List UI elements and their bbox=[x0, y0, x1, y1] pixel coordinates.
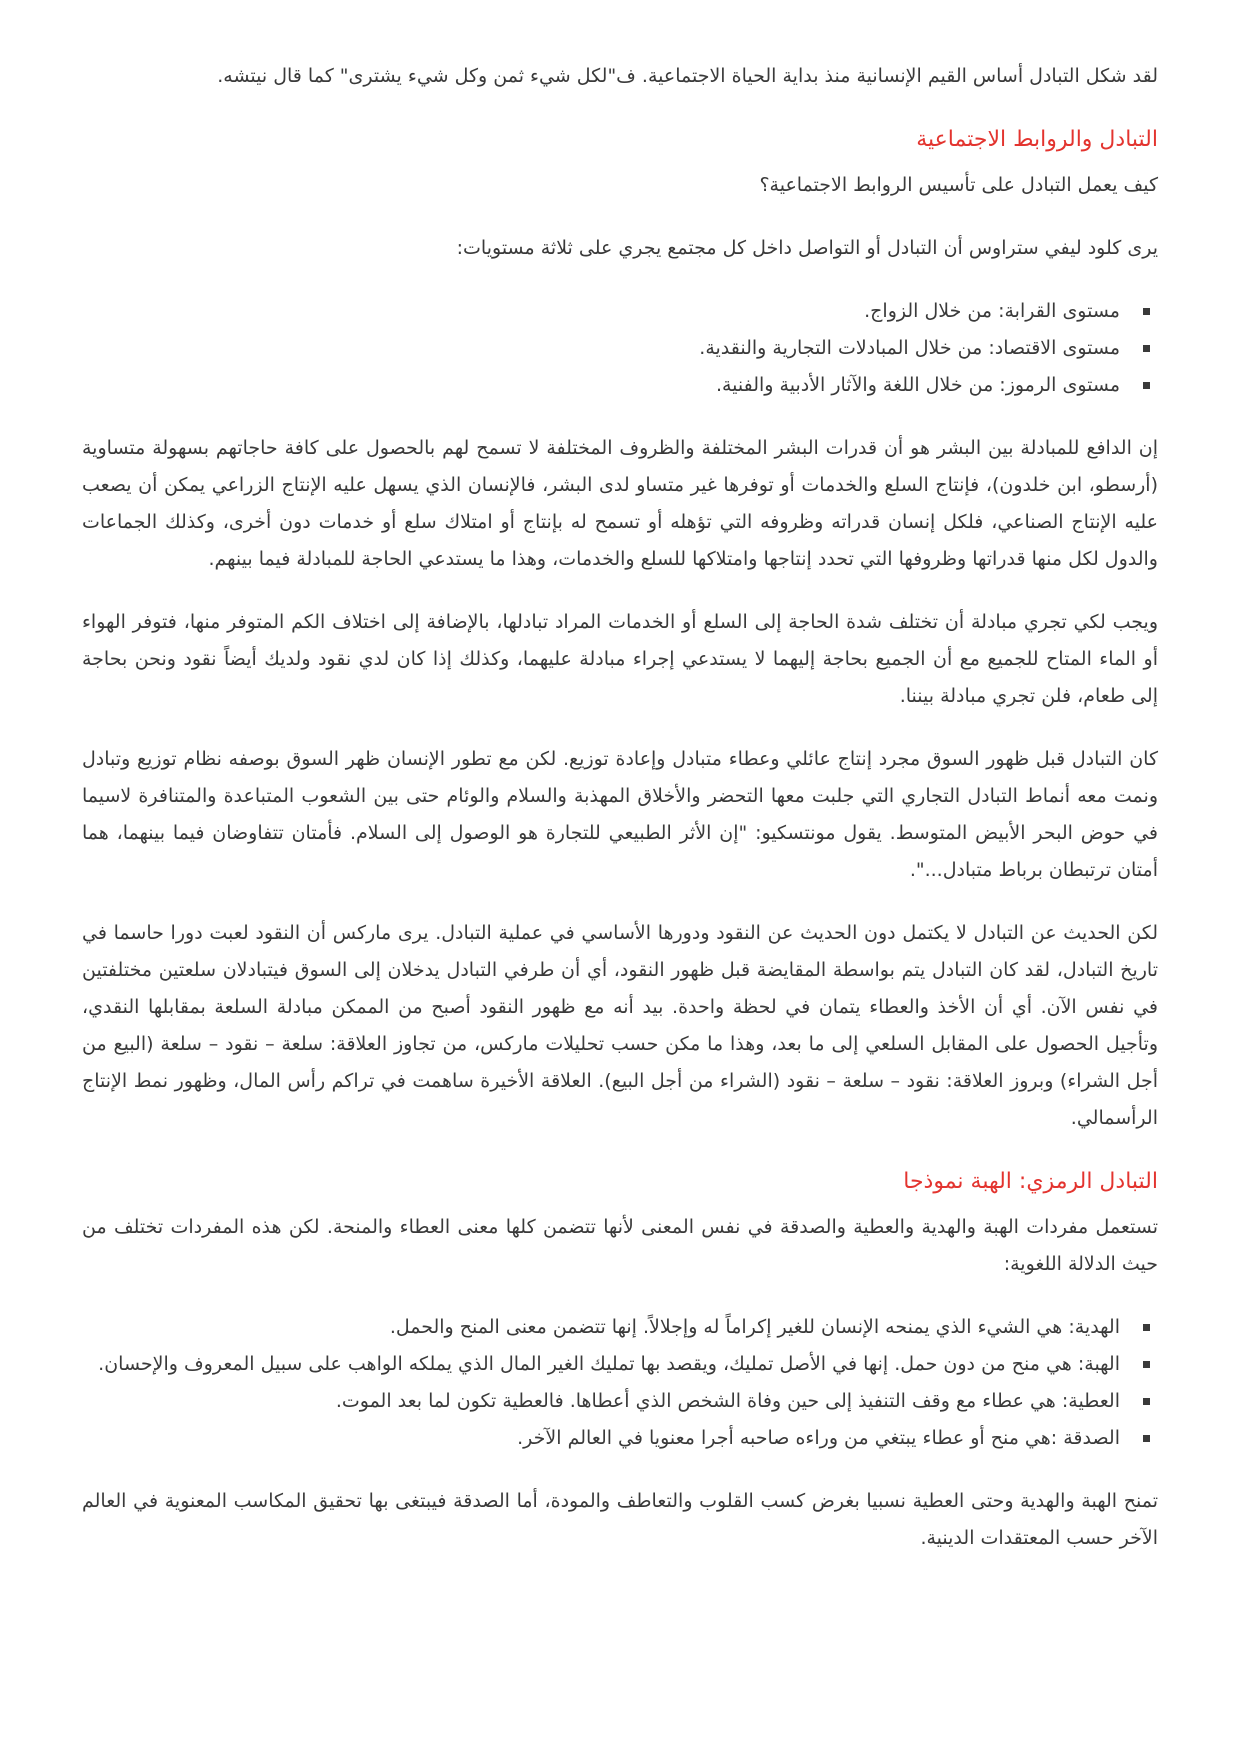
definitions-list bbox=[82, 1309, 1158, 1457]
list-item: العطية: هي عطاء مع وقف التنفيذ إلى حين وفاة الشخص الذي أعطاها. فالعطية تكون لما بعد الموت. bbox=[82, 1383, 1120, 1420]
list-item: الهبة: هي منح من دون حمل. إنها في الأصل تمليك، ويقصد بها تمليك الغير المال الذي يملكه الواهب على سبيل المعروف والإحسان. bbox=[82, 1346, 1120, 1383]
list-item: مستوى الرموز: من خلال اللغة والآثار الأدبية والفنية. bbox=[82, 367, 1120, 404]
section-question: كيف يعمل التبادل على تأسيس الروابط الاجتماعية؟ bbox=[759, 174, 1158, 196]
list-item: مستوى القرابة: من خلال الزواج. bbox=[82, 293, 1120, 330]
list-item: الصدقة :هي منح أو عطاء يبتغي من وراءه صاحبه أجرا معنويا في العالم الآخر. bbox=[82, 1420, 1120, 1457]
article-body bbox=[82, 58, 1158, 1557]
levels-intro-paragraph: يرى كلود ليفي ستراوس أن التبادل أو التواصل داخل كل مجتمع يجري على ثلاثة مستويات: bbox=[456, 237, 1158, 259]
list-item: مستوى الاقتصاد: من خلال المبادلات التجارية والنقدية. bbox=[82, 330, 1120, 367]
levels-list bbox=[82, 293, 1158, 404]
section-heading-exchange-social-bonds: التبادل والروابط الاجتماعية bbox=[916, 127, 1158, 152]
body-paragraph: ويجب لكي تجري مبادلة أن تختلف شدة الحاجة إلى السلع أو الخدمات المراد تبادلها، بالإضافة إلى اختلاف الكم المتوفر منها، فتوفر الهواء أو الماء المتاح للجميع مع أن الجميع بحاجة إليهما لا يستدعي إجراء مبادلة عليهما، وكذلك إذا كان لدي نقود ولديك أيضاً نقود ونحن بحاجة إلى طعام، فلن تجري مبادلة بيننا. bbox=[82, 611, 1158, 707]
conclusion-paragraph: تمنح الهبة والهدية وحتى العطية نسبيا بغرض كسب القلوب والتعاطف والمودة، أما الصدقة فيبتغى بها تحقيق المكاسب المعنوية في العالم الآخر حسب المعتقدات الدينية. bbox=[82, 1490, 1158, 1549]
section2-intro-paragraph: تستعمل مفردات الهبة والهدية والعطية والصدقة في نفس المعنى لأنها تتضمن كلها معنى العطاء والمنحة. لكن هذه المفردات تختلف من حيث الدلالة اللغوية: bbox=[82, 1216, 1158, 1275]
body-paragraph: لكن الحديث عن التبادل لا يكتمل دون الحديث عن النقود ودورها الأساسي في عملية التبادل. يرى ماركس أن النقود لعبت دورا حاسما في تاريخ التبادل، لقد كان التبادل يتم بواسطة المقايضة قبل ظهور النقود، أي أن طرفي التبادل يدخلان إلى السوق فيتبادلان سلعتين مختلفتين في نفس الآن. أي أن الأخذ والعطاء يتمان في لحظة واحدة. بيد أنه مع ظهور النقود أصبح من الممكن مبادلة السلعة بمقابلها النقدي، وتأجيل الحصول على المقابل السلعي إلى ما بعد، وهذا ما مكن حسب تحليلات ماركس، من تجاوز العلاقة: سلعة – نقود – سلعة (البيع من أجل الشراء) وبروز العلاقة: نقود – سلعة – نقود (الشراء من أجل البيع). العلاقة الأخيرة ساهمت في تراكم رأس المال، وظهور نمط الإنتاج الرأسمالي. bbox=[82, 922, 1158, 1129]
list-item: الهدية: هي الشيء الذي يمنحه الإنسان للغير إكراماً له وإجلالاً. إنها تتضمن معنى المنح والحمل. bbox=[82, 1309, 1120, 1346]
intro-paragraph: لقد شكل التبادل أساس القيم الإنسانية منذ بداية الحياة الاجتماعية. ف"لكل شيء ثمن وكل شيء يشترى" كما قال نيتشه. bbox=[217, 65, 1158, 87]
body-paragraph: كان التبادل قبل ظهور السوق مجرد إنتاج عائلي وعطاء متبادل وإعادة توزيع. لكن مع تطور الإنسان ظهر السوق بوصفه نظام توزيع وتبادل ونمت معه أنماط التبادل التجاري التي جلبت معها التحضر والأخلاق المهذبة والسلام والوئام حتى بين الشعوب المتباعدة والمتنافرة لاسيما في حوض البحر الأبيض المتوسط. يقول مونتسكيو: "إن الأثر الطبيعي للتجارة هو الوصول إلى السلام. فأمتان تتفاوضان فيما بينهما، هما أمتان ترتبطان برباط متبادل...". bbox=[82, 748, 1158, 881]
section-heading-symbolic-exchange: التبادل الرمزي: الهبة نموذجا bbox=[903, 1169, 1158, 1194]
body-paragraph: إن الدافع للمبادلة بين البشر هو أن قدرات البشر المختلفة والظروف المختلفة لا تسمح لهم بالحصول على كافة حاجاتهم بسهولة متساوية (أرسطو، ابن خلدون)، فإنتاج السلع والخدمات أو توفرها غير متساو لدى البشر، فالإنسان الذي يسهل عليه الإنتاج الزراعي يمكن أن يصعب عليه الإنتاج الصناعي، فلكل إنسان قدراته وظروفه التي تؤهله أو تسمح له بإنتاج أو امتلاك سلع أو خدمات دون أخرى، وكذلك الجماعات والدول لكل منها قدراتها وظروفها التي تحدد إنتاجها وامتلاكها للسلع والخدمات، وهذا ما يستدعي الحاجة للمبادلة فيما بينهم. bbox=[82, 437, 1158, 570]
